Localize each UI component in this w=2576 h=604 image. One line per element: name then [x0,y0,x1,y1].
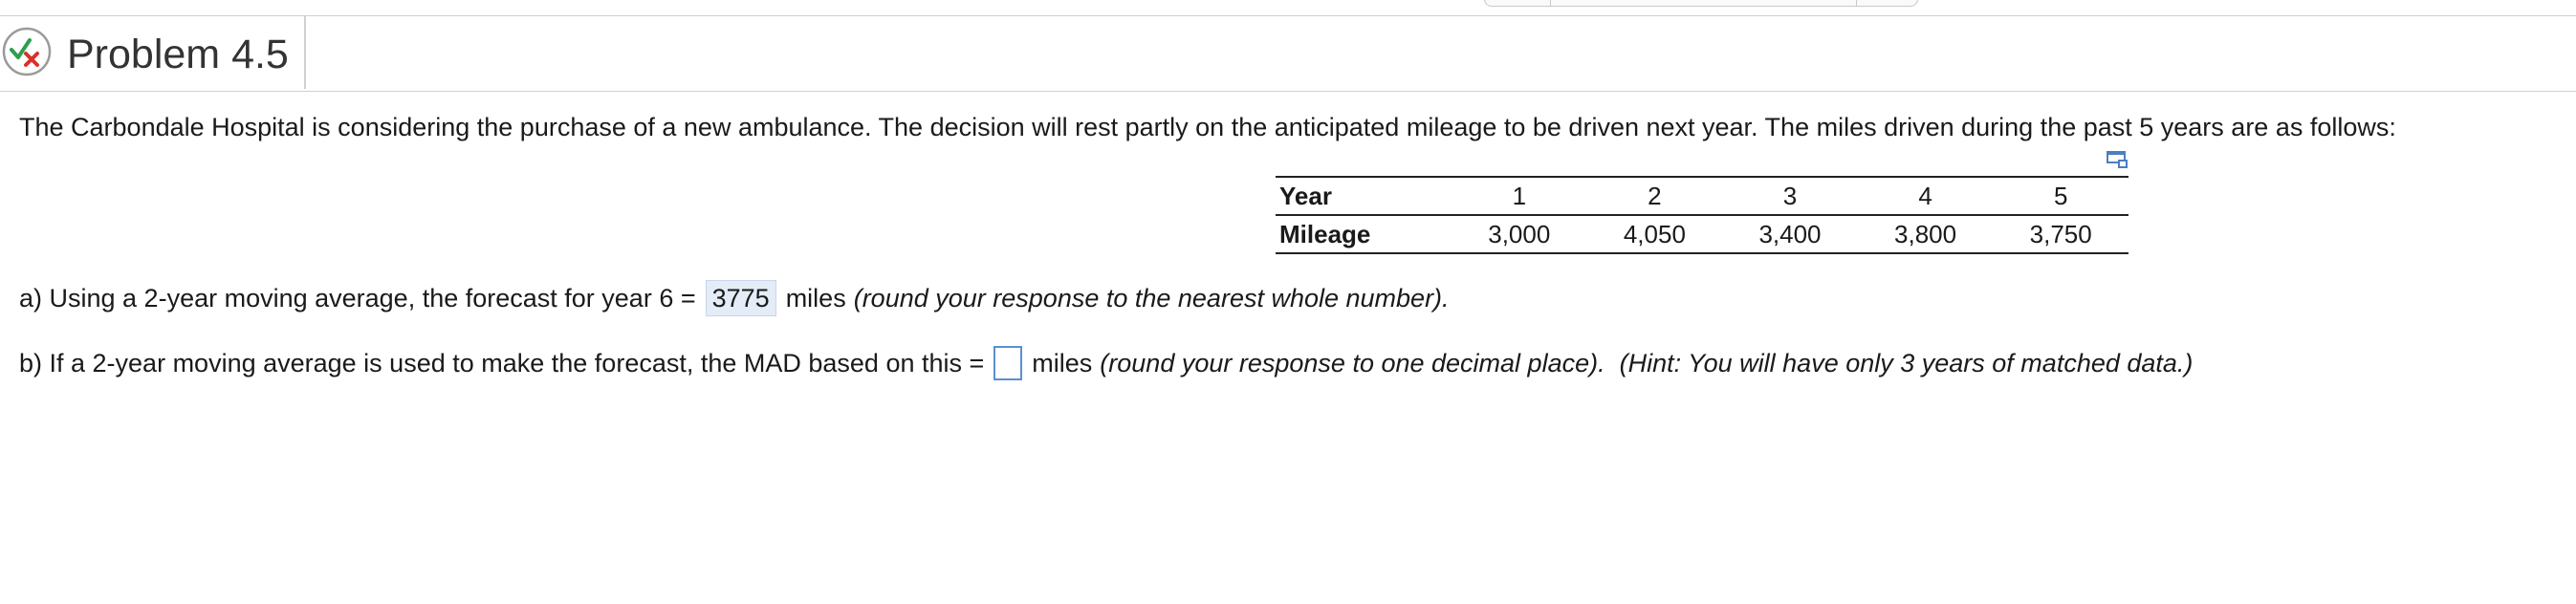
problem-header [0,16,2576,92]
part-a [19,279,1450,317]
table-cell: 3,750 [2029,219,2092,248]
part-b-answer-input[interactable] [993,346,1022,380]
part-b-prefix: b) If a 2-year moving average is used to make the forecast, the MAD based on this = [19,349,985,378]
row-header-mileage: Mileage [1279,219,1371,248]
part-b [19,344,2193,382]
title-divider [304,16,306,89]
top-toolbar-strip [0,0,2576,16]
top-toolbar-tab [1484,0,1918,7]
table-cell: 3,400 [1758,219,1822,248]
table-cell: 3,000 [1488,219,1551,248]
expand-table-icon[interactable] [2106,150,2128,169]
tab-divider [1856,0,1857,6]
part-a-prefix: a) Using a 2-year moving average, the forecast for year 6 = [19,284,696,313]
table-cell: 1 [1452,177,1587,215]
table-cell: 4 [1858,177,1994,215]
table-row [1276,177,2128,215]
question-text: The Carbondale Hospital is considering the purchase of a new ambulance. The decision will rest partly on the anticipated mileage to be driven next year. The miles driven during the past 5 years are as follows: [19,113,2396,141]
part-a-answer-field[interactable]: 3775 [706,280,776,316]
table-cell: 2 [1587,177,1723,215]
part-a-unit: miles [785,284,846,313]
table-cell: 4,050 [1623,219,1686,248]
partially-correct-icon [2,27,52,76]
tab-divider [1550,0,1551,6]
page-title: Problem 4.5 [67,32,289,77]
part-b-unit: miles [1032,349,1093,378]
table-cell: 3,800 [1894,219,1957,248]
table-cell: 3 [1722,177,1858,215]
mileage-table [1276,176,2128,254]
table-cell: 5 [1993,177,2128,215]
part-b-hint: (round your response to one decimal place). (Hint: You will have only 3 years of matched data.) [1100,349,2194,378]
part-a-hint: (round your response to the nearest whole number). [853,284,1450,313]
row-header-year: Year [1276,177,1452,215]
table-row [1276,215,2128,253]
